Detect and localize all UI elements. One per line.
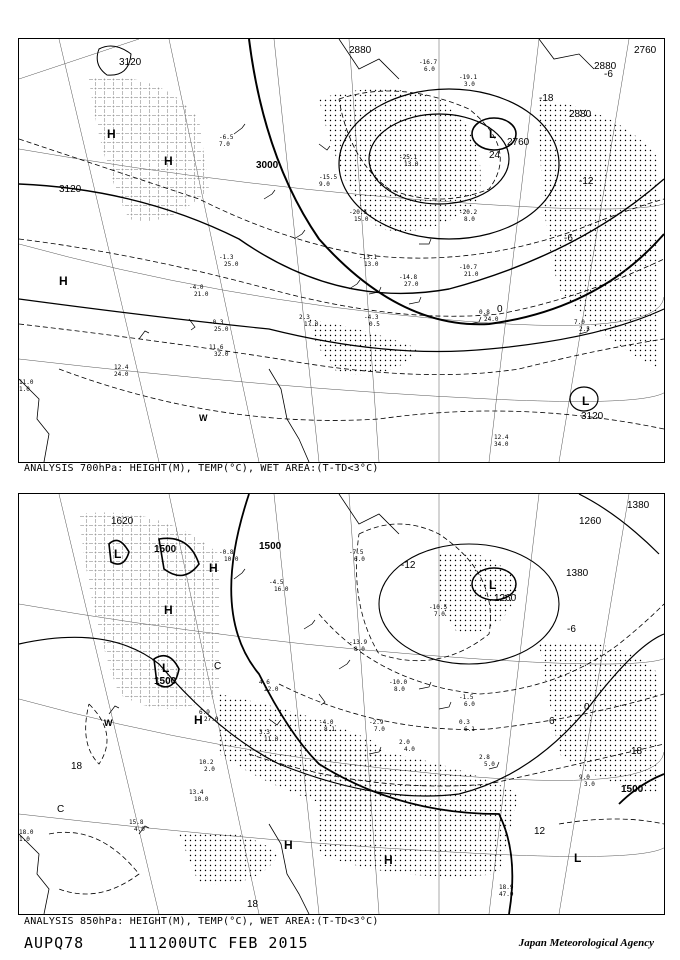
svg-text:10.2: 10.2 [199,759,214,766]
high-center: H [284,838,293,852]
svg-text:25.0: 25.0 [224,261,239,268]
height-label: 2880 [349,45,372,56]
svg-text:-15.5: -15.5 [319,174,338,181]
svg-text:22.0: 22.0 [264,686,279,693]
svg-text:-14.8: -14.8 [399,274,418,281]
height-label: 3120 [581,411,604,422]
svg-text:0.8: 0.8 [479,309,490,316]
high-center: H [164,154,173,168]
high-center: H [194,713,203,727]
analysis-datetime: 111200UTC FEB 2015 [128,934,309,952]
low-center: L [489,127,497,141]
height-label: 1620 [111,516,134,527]
isotherm-label: -6 [564,233,573,244]
svg-text:12.4: 12.4 [114,364,129,371]
svg-text:2.8: 2.8 [479,754,490,761]
warm-center: W [199,413,208,423]
svg-text:-4.0: -4.0 [189,284,204,291]
svg-text:3.0: 3.0 [464,81,475,88]
height-label: 2760 [507,137,530,148]
height-label: 1260 [579,516,602,527]
svg-text:-2.9: -2.9 [369,719,384,726]
isotherm-label: -12 [579,176,594,187]
svg-text:8.0: 8.0 [464,216,475,223]
svg-text:8.0: 8.0 [354,646,365,653]
svg-text:13.4: 13.4 [189,789,204,796]
svg-text:2.0: 2.0 [399,739,410,746]
svg-text:-10.0: -10.0 [389,679,408,686]
svg-text:-4.0: -4.0 [319,719,334,726]
svg-text:-20.2: -20.2 [459,209,478,216]
height-label: 3120 [119,57,142,68]
svg-text:6.9: 6.9 [199,709,210,716]
svg-text:4.0: 4.0 [134,826,145,833]
high-center: H [107,127,116,141]
warm-center: W [104,718,113,728]
height-label: 2880 [594,61,617,72]
caption-850hpa: ANALYSIS 850hPa: HEIGHT(M), TEMP(°C), WET AREA:(T-TD<3°C) [24,916,379,927]
high-center: H [59,274,68,288]
agency-name: Japan Meteorological Agency [518,937,654,949]
high-center: H [209,561,218,575]
height-label: 1500 [154,676,177,687]
svg-text:11.6: 11.6 [209,344,224,351]
svg-text:3.0: 3.0 [584,781,595,788]
isotherm-label: -18 [539,93,554,104]
svg-text:17.0: 17.0 [304,321,319,328]
map-850hpa [18,493,665,915]
svg-text:6.0: 6.0 [464,701,475,708]
svg-text:-13.9: -13.9 [349,639,368,646]
svg-text:2.0: 2.0 [204,766,215,773]
svg-text:3.3: 3.3 [259,729,270,736]
svg-text:4.0: 4.0 [404,746,415,753]
height-label: 3000 [256,160,279,171]
svg-text:9.0: 9.0 [319,181,330,188]
isotherm-label: -12 [401,560,416,571]
svg-text:2.5: 2.5 [579,326,590,333]
svg-text:9.0: 9.0 [579,774,590,781]
svg-text:11.0: 11.0 [19,379,34,386]
height-label: 2760 [634,45,657,56]
svg-text:24.0: 24.0 [484,316,499,323]
svg-text:18.0: 18.0 [19,829,34,836]
svg-text:1.0: 1.0 [19,836,30,843]
svg-text:-16.7: -16.7 [419,59,438,66]
svg-text:6.0: 6.0 [354,556,365,563]
height-label: 2880 [569,109,592,120]
svg-text:-1.3: -1.3 [219,254,234,261]
height-label: 1500 [621,784,644,795]
svg-text:7.0: 7.0 [219,141,230,148]
svg-text:-10.5: -10.5 [429,604,448,611]
isotherm-label: 18 [247,899,259,910]
isotherm-label: 0 [584,702,590,713]
svg-text:-7.5: -7.5 [349,549,364,556]
svg-text:-13.1: -13.1 [359,254,378,261]
svg-text:34.0: 34.0 [494,441,509,448]
isotherm-label: 18 [631,746,643,757]
height-label: 1260 [494,593,517,604]
svg-text:6.1: 6.1 [464,726,475,733]
svg-text:21.0: 21.0 [464,271,479,278]
svg-text:7.0: 7.0 [374,726,385,733]
svg-text:1.0: 1.0 [19,386,30,393]
svg-text:18.9: 18.9 [499,884,514,891]
svg-text:-0.8: -0.8 [219,549,234,556]
isotherm-label: 12 [534,826,546,837]
svg-text:15.0: 15.0 [354,216,369,223]
map-700hpa-canvas [19,39,664,462]
svg-text:24.0: 24.0 [114,371,129,378]
svg-text:5.0: 5.0 [484,761,495,768]
svg-text:-1.5: -1.5 [459,694,474,701]
svg-text:2.3: 2.3 [299,314,310,321]
isotherm-label: 6 [549,716,555,727]
low-center: L [114,547,122,561]
svg-text:12.4: 12.4 [494,434,509,441]
height-label: 3120 [59,184,82,195]
height-label: 1380 [627,500,650,511]
isotherm-label: -6 [567,624,576,635]
svg-text:16.0: 16.0 [274,586,289,593]
svg-text:8.1: 8.1 [324,726,335,733]
svg-text:13.0: 13.0 [404,161,419,168]
svg-text:25.0: 25.0 [214,326,229,333]
svg-text:32.0: 32.0 [214,351,229,358]
isotherm-label: 24 [489,150,501,161]
isotherm-label: 0 [497,304,503,315]
high-center: H [164,603,173,617]
svg-text:0.3: 0.3 [459,719,470,726]
low-center: L [162,661,170,675]
cold-center: C [214,661,222,672]
svg-text:-10.7: -10.7 [459,264,478,271]
svg-text:15.8: 15.8 [129,819,144,826]
map-700hpa [18,38,665,463]
svg-text:7.0: 7.0 [574,319,585,326]
svg-text:6.0: 6.0 [424,66,435,73]
svg-text:-4.3: -4.3 [364,314,379,321]
isotherm-label: 18 [71,761,83,772]
svg-text:8.0: 8.0 [394,686,405,693]
svg-text:10.0: 10.0 [224,556,239,563]
cold-center: C [57,804,65,815]
svg-text:27.0: 27.0 [404,281,419,288]
high-center: H [384,853,393,867]
caption-700hpa: ANALYSIS 700hPa: HEIGHT(M), TEMP(°C), WET AREA:(T-TD<3°C) [24,463,379,474]
height-label: 1380 [566,568,589,579]
isotherm-label: -6 [604,69,613,80]
low-center: L [582,394,590,408]
svg-text:-4.5: -4.5 [269,579,284,586]
svg-text:21.0: 21.0 [194,291,209,298]
chart-code: AUPQ78 [24,934,85,952]
svg-text:10.0: 10.0 [194,796,209,803]
svg-text:-25.1: -25.1 [399,154,418,161]
svg-text:-0.3: -0.3 [209,319,224,326]
height-label: 1500 [154,544,177,555]
svg-text:13.0: 13.0 [364,261,379,268]
svg-text:7.0: 7.0 [434,611,445,618]
svg-text:27.0: 27.0 [204,716,219,723]
svg-text:47.0: 47.0 [499,891,514,898]
svg-text:-6.5: -6.5 [219,134,234,141]
height-label: 1500 [259,541,282,552]
wet-areas [89,77,659,374]
svg-text:-19.1: -19.1 [459,74,478,81]
map-850hpa-canvas [19,494,664,914]
svg-text:0.5: 0.5 [369,321,380,328]
svg-text:4.6: 4.6 [259,679,270,686]
low-center: L [574,851,582,865]
low-center: L [489,578,497,592]
svg-text:-20.5: -20.5 [349,209,368,216]
svg-text:11.0: 11.0 [264,736,279,743]
